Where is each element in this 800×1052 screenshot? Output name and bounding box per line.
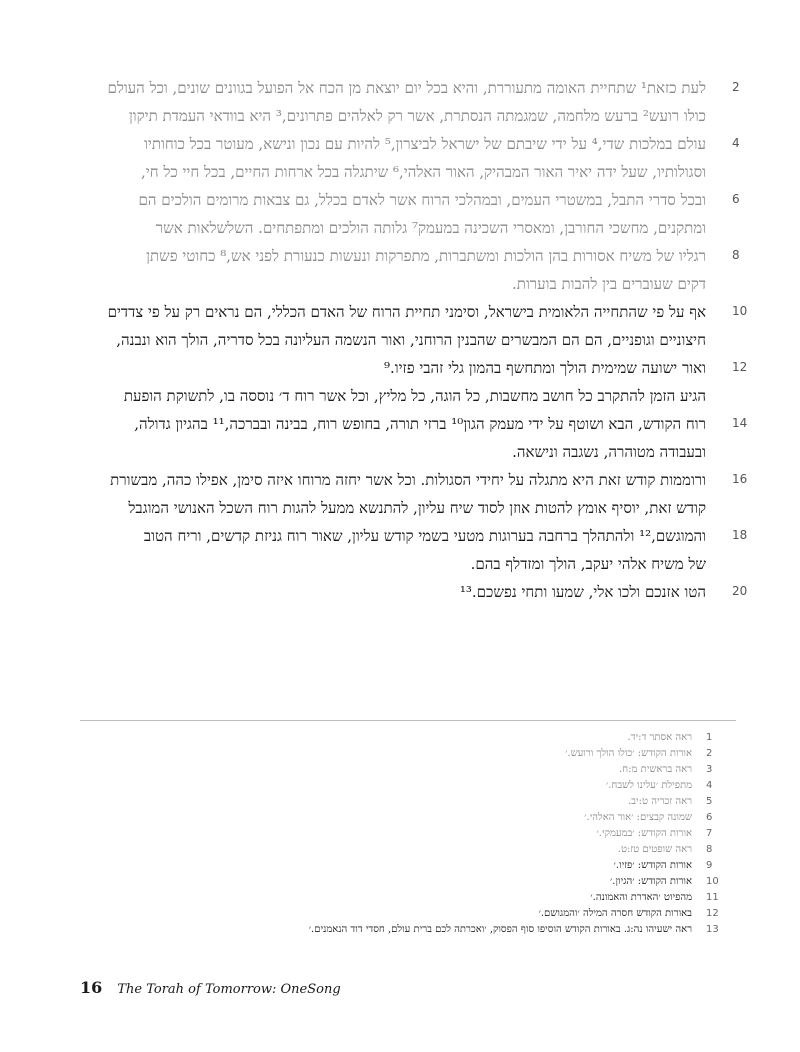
footnote-text: מתפילת ׳עלינו לשבח.׳ xyxy=(605,780,692,791)
footnote-divider xyxy=(80,720,736,721)
text-line xyxy=(0,158,800,186)
line-number: 10 xyxy=(732,304,748,318)
text-line xyxy=(0,382,800,410)
text-line xyxy=(0,410,800,438)
line-text: ובכל סדרי התבל, במשטרי העמים, ובמהלכי הרוח אשר לאדם בכלל, גם צבאות מרומים הולכים הם xyxy=(138,191,706,209)
footnote-number: 2 xyxy=(706,748,713,759)
line-text: אף על פי שהתחייה הלאומית בישראל, וסימני תחיית הרוח של האדם הכללי, הם נראים רק על פי צדדים xyxy=(107,303,706,321)
text-line xyxy=(0,214,800,242)
line-text: חיצוניים וגופניים, הם הם המבשרים שהבנין הרוחני, ואור הנשמה העליונה בכל סדריה, הולך הוא ונבנה, xyxy=(116,331,706,349)
line-text: ומתקנים, מחשכי החורבן, ומאסרי השכינה במעמק⁷ גלותה הולכים ומתפתחים. השלשלאות אשר xyxy=(155,219,706,237)
footnote-number: 6 xyxy=(706,812,713,823)
line-number: 2 xyxy=(732,80,740,94)
text-line xyxy=(0,74,800,102)
text-line xyxy=(0,242,800,270)
book-title: The Torah of Tomorrow: OneSong xyxy=(117,982,341,997)
page-footer xyxy=(80,978,341,997)
page-number: 16 xyxy=(80,978,103,997)
text-line xyxy=(0,466,800,494)
footnote-text: ראה בראשית מ:ח. xyxy=(619,764,692,775)
text-line xyxy=(0,130,800,158)
footnote-number: 7 xyxy=(706,828,713,839)
footnote-number: 12 xyxy=(706,908,719,919)
footnote xyxy=(0,778,800,794)
footnote xyxy=(0,746,800,762)
footnote xyxy=(0,842,800,858)
footnote xyxy=(0,826,800,842)
footnote-number: 3 xyxy=(706,764,713,775)
footnote-text: אורות הקודש: ׳כולו הולך ורועש.׳ xyxy=(565,748,692,759)
footnote-text: מהפיוט ׳האדרת והאמונה.׳ xyxy=(590,892,692,903)
footnote-text: ראה שופטים טז:ט. xyxy=(617,844,692,855)
line-text: הגיע הזמן להתקרב כל חושב מחשבות, כל הוגה, כל מליץ, וכל אשר רוח ד׳ נוססה בו, לתשוקת הופעת xyxy=(123,387,706,405)
line-text: קודש זאת, יוסיף אומץ להטות אוזן לסוד שיח עליון, להתנשא ממעל להגות רוח השכל האנושי המוגבל xyxy=(128,499,706,517)
text-line xyxy=(0,494,800,522)
line-number: 6 xyxy=(732,192,740,206)
line-text: כולו רועש² ברעש מלחמה, שמגמתה הנסתרת, אשר רק לאלהים פתרונים,³ היא בוודאי העמדת תיקון xyxy=(128,107,706,125)
line-number: 14 xyxy=(732,416,748,430)
line-text: עולם במלכות שדי,⁴ על ידי שיבתם של ישראל לביצרון,⁵ להיות עם נכון ונישא, מעוטר בכל כוחותיו xyxy=(144,135,706,153)
line-text: רגליו של משיח אסורות בהן הולכות ומשתברות, מתפרקות ונעשות כנעורת לפני אש,⁸ כחוטי פשתן xyxy=(146,247,706,265)
footnote-number: 8 xyxy=(706,844,713,855)
footnote-text: שמונה קבצים: ׳אור האלהי.׳ xyxy=(584,812,692,823)
text-line xyxy=(0,326,800,354)
footnote-text: ראה אסתר ד:יד. xyxy=(627,732,692,743)
line-number: 4 xyxy=(732,136,740,150)
line-number: 20 xyxy=(732,584,748,598)
footnote-text: אורות הקודש: ׳פזיו.׳ xyxy=(613,860,692,871)
line-text: דקים שעוברים בין להבות בוערות. xyxy=(512,275,706,293)
line-text: הטו אזנכם ולכו אלי, שמעו ותחי נפשכם.¹³ xyxy=(459,583,706,601)
footnote xyxy=(0,906,800,922)
footnote xyxy=(0,762,800,778)
footnote-text: אורות הקודש: ׳הגיון.׳ xyxy=(610,876,692,887)
text-line xyxy=(0,102,800,130)
line-text: ואור ישועה שמימית הולך ומתחשף בהמון גלי זהבי פזיו.⁹ xyxy=(384,359,706,377)
line-number: 12 xyxy=(732,360,748,374)
footnote xyxy=(0,794,800,810)
line-text: והמוגשם,¹² ולהתהלך ברחבה בערוגות מטעי בשמי קודש עליון, שאור רוח גניזת קדשים, וריח הטוב xyxy=(143,527,706,545)
footnote xyxy=(0,730,800,746)
line-text: ובעבודה מטוהרה, נשגבה ונישאה. xyxy=(512,443,706,461)
footnote-text: ראה ישעיהו נה:ג. באורות הקודש הוסיפו סוף הפסוק, ׳ואכרתה לכם ברית עולם, חסדי דוד הנאמנים.׳ xyxy=(308,924,692,935)
line-text: לעת כזאת¹ שתחיית האומה מתעוררת, והיא בכל יום יוצאת מן הכח אל הפועל בגוונים שונים, וכל העולם xyxy=(107,79,706,97)
footnote-number: 4 xyxy=(706,780,713,791)
text-line xyxy=(0,270,800,298)
line-number: 8 xyxy=(732,248,740,262)
text-line xyxy=(0,550,800,578)
footnote-text: באורות הקודש חסרה המילה ׳והמגושם.׳ xyxy=(538,908,692,919)
line-number: 18 xyxy=(732,528,748,542)
footnote xyxy=(0,874,800,890)
footnote xyxy=(0,922,800,938)
footnote-number: 5 xyxy=(706,796,713,807)
text-line xyxy=(0,186,800,214)
footnote xyxy=(0,810,800,826)
line-text: וסגולותיו, שעל ידה יאיר האור המבהיק, האור האלהי,⁶ שיתגלה בכל ארחות החיים, בכל חיי כל חי, xyxy=(141,163,706,181)
text-line xyxy=(0,298,800,326)
footnote-number: 10 xyxy=(706,876,719,887)
footnote-number: 1 xyxy=(706,732,713,743)
text-line xyxy=(0,578,800,606)
line-text: של משיח אלהי יעקב, הולך ומזדלף בהם. xyxy=(470,555,706,573)
footnote-text: אורות הקודש: ׳במעמקי.׳ xyxy=(596,828,692,839)
line-text: ורוממות קודש זאת היא מתגלה על יחידי הסגולות. וכל אשר יחזה מרוחו איזה סימן, אפילו כהה, מבשורת xyxy=(110,471,706,489)
footnote xyxy=(0,858,800,874)
text-line xyxy=(0,438,800,466)
text-line xyxy=(0,522,800,550)
text-line xyxy=(0,354,800,382)
footnote-text: ראה זכריה ט:יב. xyxy=(627,796,692,807)
footnote-number: 9 xyxy=(706,860,713,871)
footnote xyxy=(0,890,800,906)
line-text: רוח הקודש, הבא ושוטף על ידי מעמק הגון¹⁰ ברזי תורה, בחופש רוח, בבינה ובברכה,¹¹ בהגיון גדולה, xyxy=(134,415,706,433)
footnote-number: 11 xyxy=(706,892,719,903)
footnote-number: 13 xyxy=(706,924,719,935)
line-number: 16 xyxy=(732,472,748,486)
